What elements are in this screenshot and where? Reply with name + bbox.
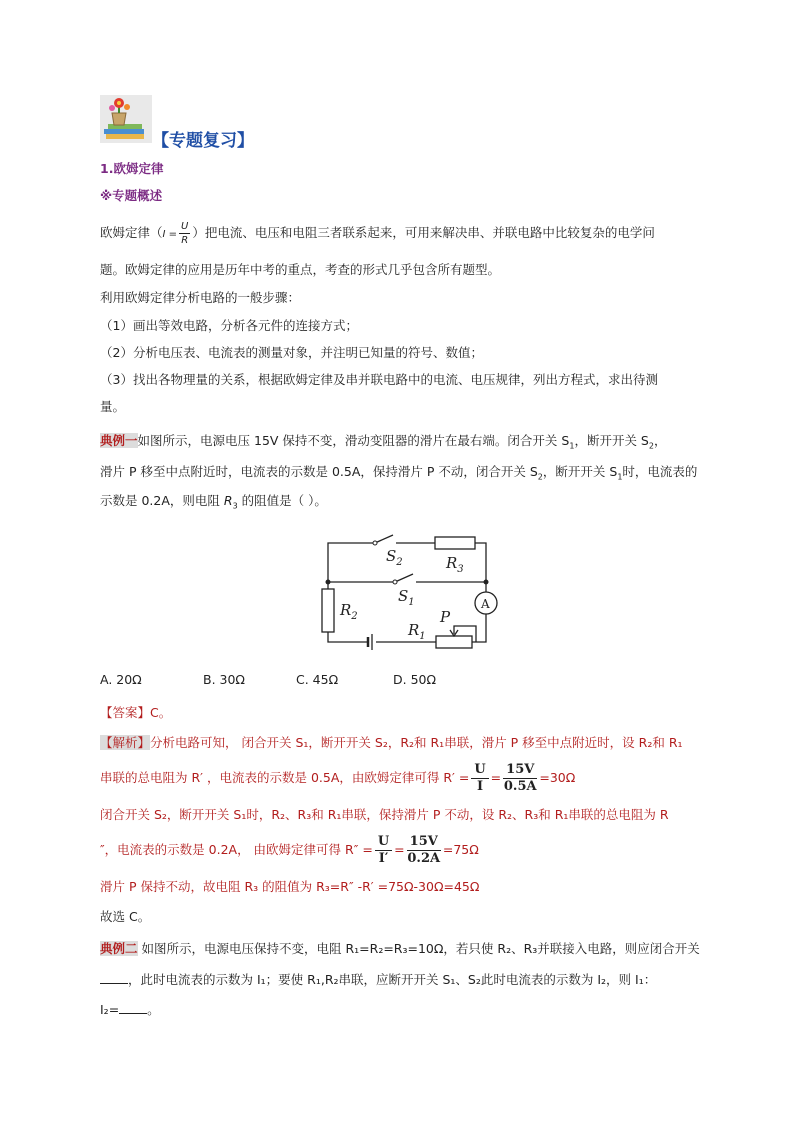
label-r1: $R_1$ xyxy=(408,621,426,642)
ammeter-label: A xyxy=(481,597,490,611)
answer-blank-2[interactable] xyxy=(119,1001,147,1014)
resistor-r2 xyxy=(322,589,334,632)
analysis-line3: 闭合开关 S₂，断开开关 S₁时，R₂、R₃和 R₁串联，保持滑片 P 不动，设 R₂、R₃和 R₁串联的总电阻为 R xyxy=(100,807,669,822)
switch-s1 xyxy=(395,574,413,582)
analysis-line4: ″，电流表的示数是 0.2A， 由欧姆定律可得 R″ = $\frac{U}{I'}$ = $\frac{15V}{0.2A}$ =75Ω xyxy=(100,834,479,866)
example2-line2: ，此时电流表的示数为 I₁；要使 R₁,R₂串联，应断开开关 S₁、S₂此时电流表的示数为 I₂，则 I₁： xyxy=(100,971,656,989)
option-c: C. 45Ω xyxy=(296,672,339,687)
switch-s2 xyxy=(375,535,393,543)
example1-line2: 滑片 P 移至中点附近时，电流表的示数是 0.5A，保持滑片 P 不动，闭合开关 $S_2$，断开开关 $S_1$时，电流表的 xyxy=(100,464,698,482)
example1-line3: 示数是 0.2A，则电阻 $R_3$ 的阻值是（ ）。 xyxy=(100,493,327,511)
example-tag: 典例一 xyxy=(100,433,138,448)
label-s1: $S_1$ xyxy=(398,587,415,608)
section-subheading: ※专题概述 xyxy=(100,188,163,203)
step-1: （1）画出等效电路，分析各元件的连接方式； xyxy=(100,318,358,333)
step-2: （2）分析电压表、电流表的测量对象，并注明已知量的符号、数值； xyxy=(100,345,483,360)
flower-books-icon xyxy=(100,95,152,143)
example2-line3: I₂= 。 xyxy=(100,1002,160,1017)
step-3-line1: （3）找出各物理量的关系，根据欧姆定律及串并联电路中的电流、电压规律，列出方程式，求出待测 xyxy=(100,372,658,387)
example2-line1: 典例二 如图所示，电源电压保持不变，电阻 R₁=R₂=R₃=10Ω，若只使 R₂、R₃并联接入电路，则应闭合开关 xyxy=(100,941,700,956)
resistor-r3 xyxy=(435,537,475,549)
analysis-line6: 故选 C。 xyxy=(100,909,151,924)
answer-tag: 【答案】 xyxy=(100,705,151,720)
label-p: P xyxy=(440,608,451,626)
intro-paragraph-line1: 欧姆定律（I = $\frac{U}{R}$ ）把电流、电压和电阻三者联系起来，可用来解决串、并联电路中比较复杂的电学问 xyxy=(100,221,655,246)
steps-intro: 利用欧姆定律分析电路的一般步骤： xyxy=(100,290,301,305)
analysis-line1: 【解析】分析电路可知， 闭合开关 S₁，断开开关 S₂，R₂和 R₁串联，滑片 P 移至中点附近时，设 R₂和 R₁ xyxy=(100,735,683,750)
circuit-diagram xyxy=(310,525,510,665)
ohm-fraction: $\frac{U}{R}$ xyxy=(181,221,189,246)
option-d: D. 50Ω xyxy=(393,672,437,687)
page-title: 【专题复习】 xyxy=(152,131,254,151)
label-r3: $R_3$ xyxy=(446,554,464,575)
option-a: A. 20Ω xyxy=(100,672,142,687)
analysis-tag: 【解析】 xyxy=(100,735,151,750)
example2-tag: 典例二 xyxy=(100,941,138,956)
option-b: B. 30Ω xyxy=(203,672,245,687)
resistor-r1 xyxy=(436,636,472,648)
label-s2: $S_2$ xyxy=(386,547,403,568)
example1-line1: 典例一如图所示，电源电压 15V 保持不变，滑动变阻器的滑片在最右端。闭合开关 $S_1$，断开开关 $S_2$， xyxy=(100,433,667,451)
step-3-line2: 量。 xyxy=(100,399,126,414)
answer-blank-1[interactable] xyxy=(100,971,128,984)
analysis-line2: 串联的总电阻为 R′ ，电流表的示数是 0.5A，由欧姆定律可得 R′ = $\frac{U}{I}$ = $\frac{15V}{0.5A}$ =30Ω xyxy=(100,762,576,794)
intro-paragraph-line2: 题。欧姆定律的应用是历年中考的重点，考查的形式几乎包含所有题型。 xyxy=(100,262,501,277)
label-r2: $R_2$ xyxy=(340,601,358,622)
section-heading: 1.欧姆定律 xyxy=(100,161,164,176)
analysis-line5: 滑片 P 保持不动，故电阻 R₃ 的阻值为 R₃=R″ -R′ =75Ω-30Ω=45Ω xyxy=(100,879,480,894)
answer-line: 【答案】C。 xyxy=(100,705,172,720)
